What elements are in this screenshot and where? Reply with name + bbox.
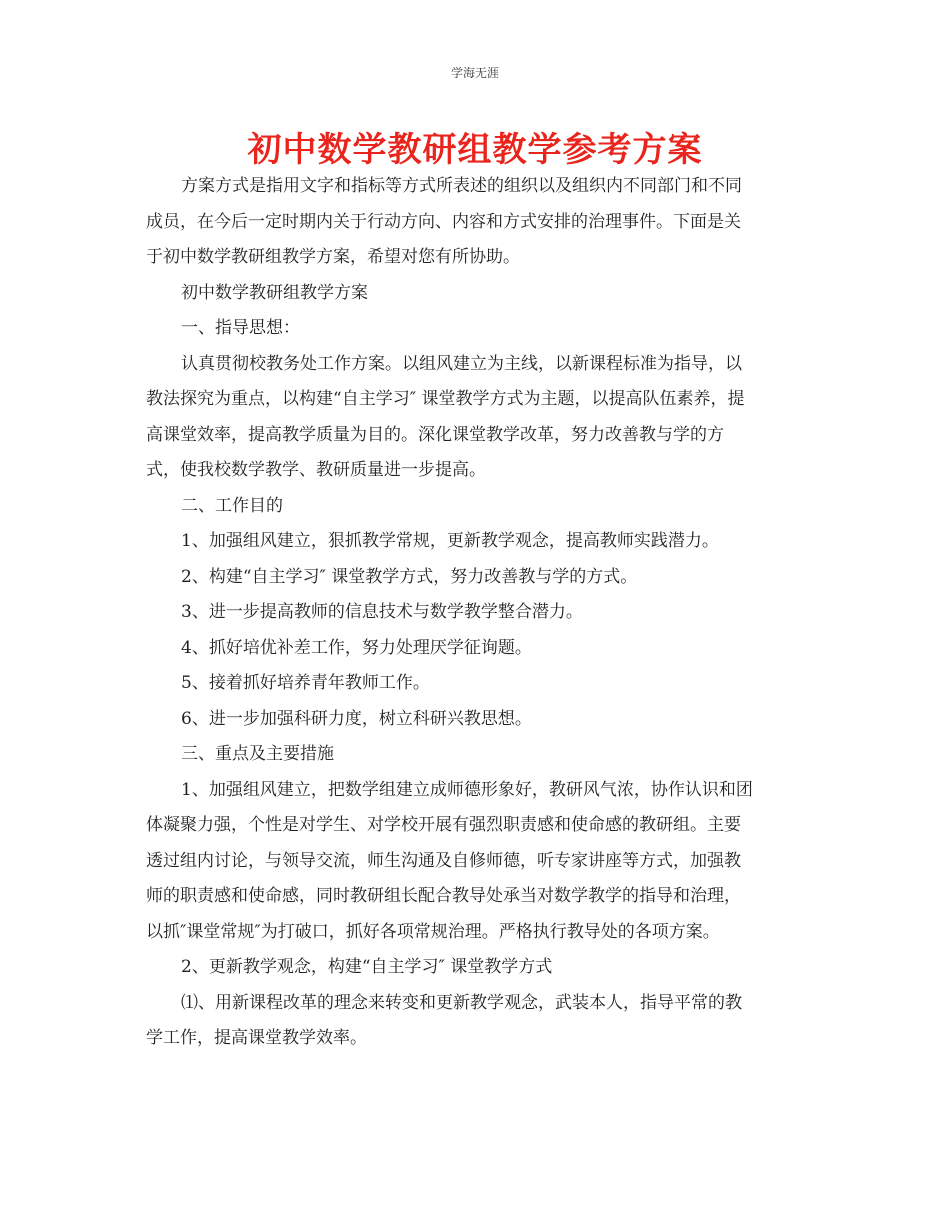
intro-line-3: 于初中数学教研组教学方案，希望对您有所协助。 bbox=[146, 247, 520, 267]
guiding-thought-line-3: 高课堂效率，提高教学质量为目的。深化课堂教学改革，努力改善教与学的方 bbox=[146, 424, 724, 445]
section-heading-guiding-thought: 一、指导思想： bbox=[181, 318, 300, 338]
document-title: 初中数学教研组教学参考方案 bbox=[247, 130, 703, 170]
section-heading-work-goals: 二、工作目的 bbox=[181, 495, 283, 516]
goal-item-2: 2、构建“自主学习″ 课堂教学方式，努力改善教与学的方式。 bbox=[181, 566, 638, 587]
document-body bbox=[146, 169, 816, 1057]
goal-item-1: 1、加强组风建立，狠抓教学常规，更新教学观念，提高教师实践潜力。 bbox=[181, 531, 719, 551]
guiding-thought-line-1: 认真贯彻校教务处工作方案。以组风建立为主线，以新课程标准为指导，以 bbox=[181, 353, 742, 374]
measure-1-line-4: 师的职责感和使命感，同时教研组长配合教导处承当对数学教学的指导和治理， bbox=[146, 886, 741, 906]
plan-subtitle: 初中数学教研组教学方案 bbox=[181, 282, 368, 303]
measure-2-sub-1-line-2: 学工作，提高课堂教学效率。 bbox=[146, 1028, 367, 1048]
guiding-thought-line-2: 教法探究为重点，以构建“自主学习″ 课堂教学方式为主题，以提高队伍素养，提 bbox=[146, 389, 745, 409]
measure-1-line-1: 1、加强组风建立，把数学组建立成师德形象好，教研风气浓，协作认识和团 bbox=[181, 779, 753, 800]
measure-1-line-2: 体凝聚力强，个性是对学生、对学校开展有强烈职责感和使命感的教研组。主要 bbox=[146, 815, 741, 835]
measure-2-heading: 2、更新教学观念，构建“自主学习″ 课堂教学方式 bbox=[181, 957, 553, 977]
measure-1-line-5: 以抓″课堂常规″为打破口，抓好各项常规治理。严格执行教导处的各项方案。 bbox=[146, 921, 720, 942]
page-header: 学海无涯 bbox=[450, 66, 499, 80]
measure-1-line-3: 透过组内讨论，与领导交流，师生沟通及自修师德，听专家讲座等方式，加强教 bbox=[146, 850, 741, 871]
intro-line-2: 成员，在今后一定时期内关于行动方向、内容和方式安排的治理事件。下面是关 bbox=[146, 211, 741, 232]
section-heading-key-measures: 三、重点及主要措施 bbox=[181, 744, 334, 764]
measure-2-sub-1-line-1: ⑴、用新课程改革的理念来转变和更新教学观念，武装本人，指导平常的教 bbox=[181, 992, 742, 1013]
goal-item-6: 6、进一步加强科研力度，树立科研兴教思想。 bbox=[181, 708, 532, 729]
goal-item-4: 4、抓好培优补差工作，努力处理厌学征询题。 bbox=[181, 637, 532, 658]
intro-line-1: 方案方式是指用文字和指标等方式所表述的组织以及组织内不同部门和不同 bbox=[181, 176, 742, 196]
goal-item-3: 3、进一步提高教师的信息技术与数学教学整合潜力。 bbox=[181, 602, 583, 622]
goal-item-5: 5、接着抓好培养青年教师工作。 bbox=[181, 673, 430, 693]
guiding-thought-line-4: 式，使我校数学教学、教研质量进一步提高。 bbox=[146, 460, 486, 480]
